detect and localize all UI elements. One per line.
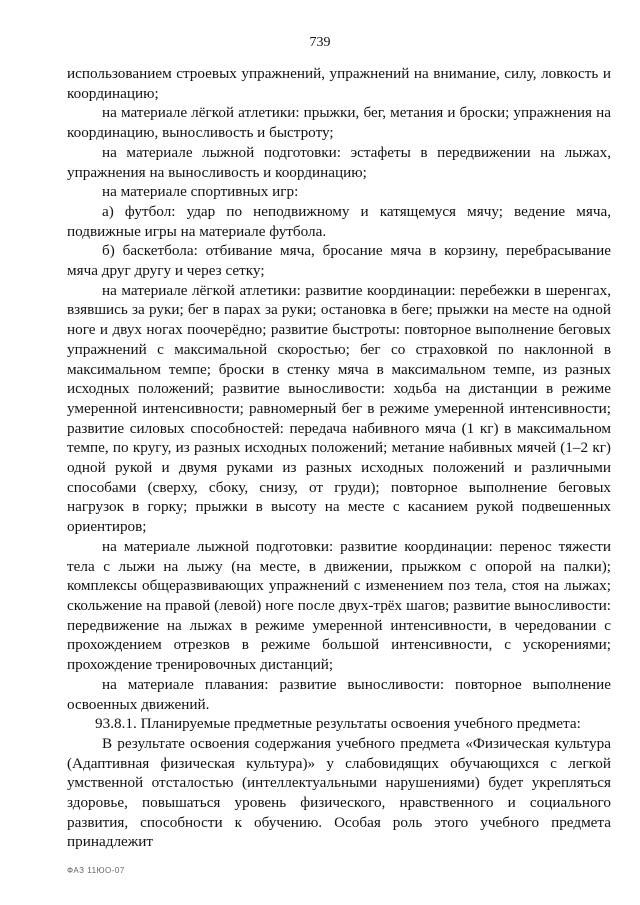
paragraph: на материале спортивных игр: <box>102 183 299 201</box>
paragraph: на материале плавания: развитие выносливости: повторное выполнение освоенных движений. <box>67 675 611 713</box>
paragraph: на материале лыжной подготовки: развитие координации: перенос тяжести тела с лыжи на лыжу (на месте, в движении, прыжком с опорой на палки); комплексы общеразвивающих упражнений с изменением поз тела, стоя на лыжах; скольжение на правой (левой) ноге после двух-трёх шагов; развитие выносливости: передвижение на лыжах в режиме умеренной интенсивности, в чередовании с прохождением отрезков в режиме большой интенсивности, с ускорениями; прохождение тренировочных дистанций; <box>67 537 611 674</box>
paragraph: В результате освоения содержания учебного предмета «Физическая культура (Адаптивная физическая культура)» у слабовидящих обучающихся с легкой умственной отсталостью (интеллектуальными нарушениями) будет укрепляться здоровье, повышаться уровень физического, нравственного и социального развития, способности к обучению. Особая роль этого учебного предмета принадлежит <box>67 734 611 851</box>
paragraph: на материале лёгкой атлетики: развитие координации: перебежки в шеренгах, взявшись за руки; бег в парах за руки; остановка в беге; прыжки на месте на одной ноге и двух ногах поочерёдно; развитие быстроты: повторное выполнение беговых упражнений с максимальной скоростью; бег со страховкой по наклонной в максимальном темпе; броски в стенку мяча в максимальном темпе, из разных исходных положений; развитие выносливости: ходьба на дистанции в режиме умеренной интенсивности; равномерный бег в режиме умеренной интенсивности; развитие силовых способностей: передача набивного мяча (1 кг) в максимальном темпе, по кругу, из разных исходных положений; метание набивных мячей (1–2 кг) одной рукой и двумя руками из разных исходных положений и различными способами (сверху, сбоку, снизу, от груди); повторное выполнение беговых нагрузок в горку; прыжки в высоту на месте с касанием рукой подвешенных ориентиров; <box>67 281 611 536</box>
paragraph: на материале лёгкой атлетики: прыжки, бег, метания и броски; упражнения на координацию, выносливость и быстроту; <box>67 104 611 142</box>
body-text <box>67 64 611 852</box>
paragraph: а) футбол: удар по неподвижному и катящемуся мячу; ведение мяча, подвижные игры на материале футбола. <box>67 202 611 240</box>
paragraph: использованием строевых упражнений, упражнений на внимание, силу, ловкость и координацию; <box>67 65 611 102</box>
page-number: 739 <box>309 35 331 50</box>
paragraph: на материале лыжной подготовки: эстафеты в передвижении на лыжах, упражнения на выносливость и координацию; <box>67 143 611 181</box>
section-heading: 93.8.1. Планируемые предметные результаты освоения учебного предмета: <box>95 715 581 733</box>
paragraph: б) баскетбола: отбивание мяча, бросание мяча в корзину, перебрасывание мяча друг другу и через сетку; <box>67 242 611 280</box>
footer-code: ФАЗ 11ЮО-07 <box>67 866 125 875</box>
